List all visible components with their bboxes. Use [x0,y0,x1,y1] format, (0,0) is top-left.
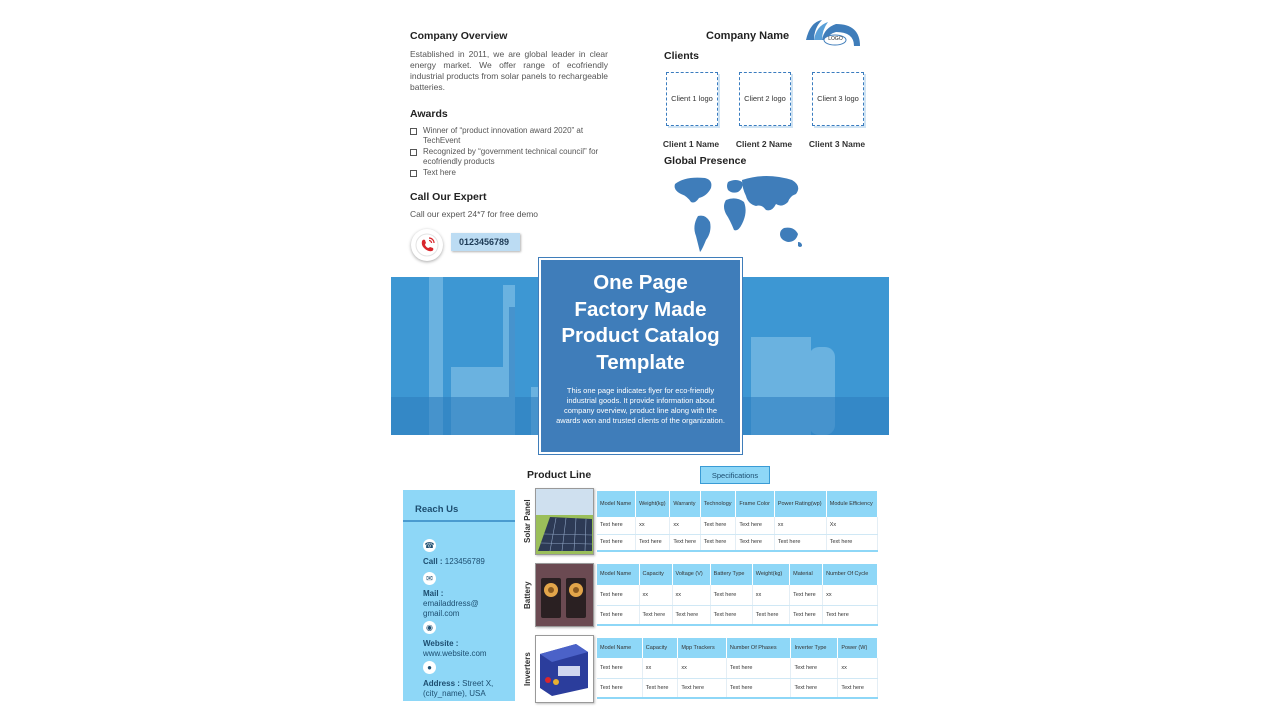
table-cell: xx [678,658,726,678]
table-row [597,534,878,551]
overview-text: Established in 2011, we are global leader in clear energy market. We offer range of ecofriendly industrial products from solar panels to rechargeable batteries. [410,49,608,92]
contact-address: Address : Street X, (city_name), USA [423,679,494,698]
table-cell: xx [639,585,672,605]
table-cell: Text here [597,517,636,534]
table-header: Power Rating(wp) [774,491,826,517]
table-cell: Text here [736,534,774,551]
table-cell: Text here [791,678,838,698]
table-cell: Text here [823,605,878,625]
website-value[interactable]: www.website.com [423,649,487,658]
world-map-icon [672,172,812,256]
company-logo [802,18,862,54]
solar-panel-image [535,488,594,555]
table-cell: Text here [826,534,877,551]
table-header: Inverter Type [791,638,838,658]
client-3-logo: Client 3 logo [810,69,866,129]
table-cell: xx [670,517,700,534]
table-cell: Text here [838,678,878,698]
table-cell: Text here [726,658,791,678]
table-cell: Text here [597,585,639,605]
title-card [539,258,742,454]
inverter-spec-table [597,638,878,699]
table-header: Power (W) [838,638,878,658]
mail-icon: ✉ [423,572,436,585]
expert-phone[interactable]: 0123456789 [451,233,520,251]
table-header: Battery Type [710,564,752,585]
table-cell: Text here [710,585,752,605]
phone-icon: ☎ [424,541,435,550]
product-label-battery: Battery [523,581,532,609]
table-header: Weight(kg) [636,491,670,517]
award-item: Winner of “product innovation award 2020” at TechEvent [410,126,610,146]
table-header: Model Name [597,564,639,585]
contact-call: Call : 123456789 [423,557,485,566]
title-description: This one page indicates flyer for eco-friendly industrial goods. It provide information about company overview, product line along with the awards won and trusted clients of the organization. [556,386,725,425]
table-cell: Text here [791,658,838,678]
table-header: Frame Color [736,491,774,517]
table-header: Number Of Cycle [823,564,878,585]
presence-title: Global Presence [664,155,747,167]
table-header: Number Of Phases [726,638,791,658]
checkbox-icon [410,170,417,177]
contact-website: Website : www.website.com [423,639,487,658]
address-value: Street X, (city_name), USA [423,679,494,698]
clients-title: Clients [664,50,700,62]
reach-us-title: Reach Us [415,504,459,515]
checkbox-icon [410,128,417,135]
table-cell: Text here [597,658,642,678]
table-cell: xx [672,585,710,605]
table-cell: xx [752,585,789,605]
solar-spec-table [597,491,878,552]
mail-value[interactable]: emailaddress@ gmail.com [423,599,479,618]
checkbox-icon [410,149,417,156]
table-cell: xx [642,658,678,678]
location-pin-icon: ● [423,661,436,674]
page-title: One Page Factory Made Product Catalog Template [561,271,720,374]
table-cell: Text here [597,678,642,698]
product-line-title: Product Line [527,469,592,481]
table-cell: xx [823,585,878,605]
table-cell: Text here [639,605,672,625]
table-header: Voltage (V) [672,564,710,585]
battery-image [535,563,594,627]
table-cell: Text here [752,605,789,625]
table-cell: xx [774,517,826,534]
award-item: Recognized by “government technical council” for ecofriendly products [410,147,610,167]
table-cell: Text here [670,534,700,551]
table-cell: Text here [636,534,670,551]
contact-mail: Mail : emailaddress@ gmail.com [423,589,479,618]
table-cell: Xx [826,517,877,534]
table-cell: Text here [597,534,636,551]
table-header: Mpp Trackers [678,638,726,658]
client-1-name: Client 1 Name [662,139,720,149]
client-2-logo: Client 2 logo [737,69,793,129]
table-header: Weight(kg) [752,564,789,585]
call-value[interactable]: 123456789 [444,557,485,566]
product-label-solar: Solar Panel [523,499,532,543]
table-cell: Text here [790,605,823,625]
awards-list [410,126,610,179]
product-label-inverters: Inverters [523,652,532,686]
table-cell: Text here [672,605,710,625]
table-cell: Text here [678,678,726,698]
table-cell: Text here [736,517,774,534]
table-header: Model Name [597,638,642,658]
expert-title: Call Our Expert [410,191,487,203]
client-3-name: Client 3 Name [808,139,866,149]
table-header: Technology [700,491,736,517]
table-row [597,605,878,625]
table-cell: xx [636,517,670,534]
globe-icon: ◉ [423,621,436,634]
company-name: Company Name [706,30,790,42]
battery-spec-table [597,564,878,626]
table-header: Module Efficiency [826,491,877,517]
table-header: Material [790,564,823,585]
table-row [597,678,878,698]
table-cell: Text here [700,517,736,534]
logo-text: LOGO [828,36,843,42]
specifications-button[interactable]: Specifications [700,466,770,484]
table-header: Warranty [670,491,700,517]
phone-icon [411,229,443,261]
table-cell: Text here [790,585,823,605]
table-cell: Text here [726,678,791,698]
divider [403,520,515,522]
table-cell: Text here [700,534,736,551]
table-cell: xx [838,658,878,678]
table-cell: Text here [597,605,639,625]
table-cell: Text here [642,678,678,698]
table-row [597,517,878,534]
table-row [597,585,878,605]
client-1-logo: Client 1 logo [664,69,720,129]
table-header: Capacity [639,564,672,585]
table-cell: Text here [710,605,752,625]
award-item: Text here [410,168,610,178]
table-header: Model Name [597,491,636,517]
overview-title: Company Overview [410,30,508,42]
table-cell: Text here [774,534,826,551]
awards-title: Awards [410,108,448,120]
table-row [597,658,878,678]
reach-us-panel [403,490,515,701]
table-header: Capacity [642,638,678,658]
inverter-image [535,635,594,703]
expert-text: Call our expert 24*7 for free demo [410,209,539,219]
client-2-name: Client 2 Name [735,139,793,149]
